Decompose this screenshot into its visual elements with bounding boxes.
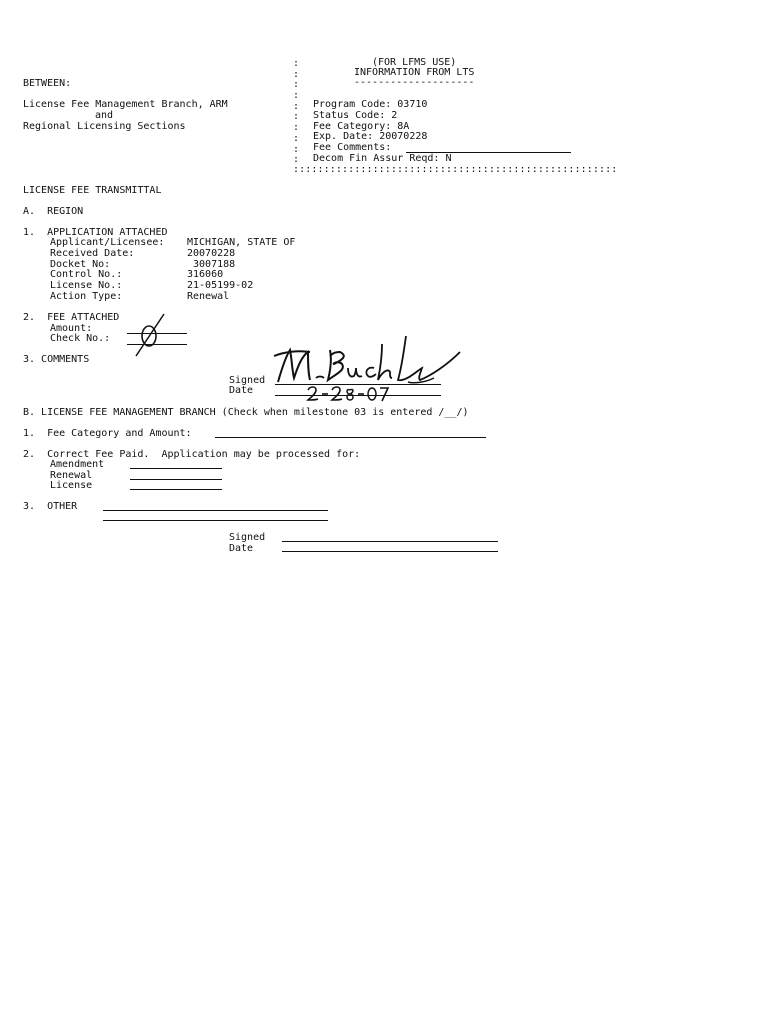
info-from-lts-label: INFORMATION FROM LTS [354, 67, 475, 78]
amount-label: Amount: [50, 323, 93, 334]
section-b-heading: B. LICENSE FEE MANAGEMENT BRANCH (Check when milestone 03 is entered /__/) [23, 407, 469, 418]
license-line [130, 489, 222, 490]
received-date-label: Received Date: [50, 248, 135, 259]
docket-label: Docket No: [50, 259, 111, 270]
fee-comments-label: Fee Comments: [313, 142, 392, 153]
program-code: Program Code: 03710 [313, 99, 428, 110]
received-date-value: 20070228 [187, 248, 236, 259]
action-type-value: Renewal [187, 291, 230, 302]
other-line-1 [103, 510, 328, 511]
other-line-2 [103, 520, 328, 521]
party-2: Regional Licensing Sections [23, 121, 186, 132]
signed-line-b [282, 541, 498, 542]
info-dashes: -------------------- [354, 77, 475, 88]
date-line-b [282, 551, 498, 552]
colon-separator-row: ::::::::::::::::::::::::::::::::::::::::::::::::::::: [293, 164, 618, 175]
party-1: License Fee Management Branch, ARM [23, 99, 228, 110]
applicant-value: MICHIGAN, STATE OF [187, 237, 296, 248]
control-value: 316060 [187, 269, 224, 280]
party-and: and [95, 110, 114, 121]
lfms-use-label: (FOR LFMS USE) [372, 57, 457, 68]
correct-fee-label: 2. Correct Fee Paid. Application may be processed for: [23, 449, 361, 460]
action-type-label: Action Type: [50, 291, 123, 302]
fee-category-amount-line [215, 437, 486, 438]
docket-value: 3007188 [187, 259, 236, 270]
fee-category: Fee Category: 8A [313, 121, 410, 132]
date-label-b: Date [229, 543, 254, 554]
application-attached-title: 1. APPLICATION ATTACHED [23, 227, 168, 238]
fee-attached-title: 2. FEE ATTACHED [23, 312, 120, 323]
decom-fin-assur: Decom Fin Assur Reqd: N [313, 153, 452, 164]
option-renewal: Renewal [50, 470, 93, 481]
vertical-colon-divider: : : : : : : : : : : [293, 58, 300, 166]
section-a-heading: A. REGION [23, 206, 84, 217]
transmittal-title: LICENSE FEE TRANSMITTAL [23, 185, 162, 196]
option-amendment: Amendment [50, 459, 105, 470]
signed-label-a: Signed [229, 375, 266, 386]
exp-date: Exp. Date: 20070228 [313, 131, 428, 142]
control-label: Control No.: [50, 269, 123, 280]
renewal-line [130, 479, 222, 480]
check-no-label: Check No.: [50, 333, 111, 344]
license-value: 21-05199-02 [187, 280, 254, 291]
between-label: BETWEEN: [23, 78, 72, 89]
handwritten-zero-mark [128, 312, 188, 357]
fee-category-amount-label: 1. Fee Category and Amount: [23, 428, 192, 439]
other-label: 3. OTHER [23, 501, 78, 512]
date-label-a: Date [229, 385, 254, 396]
comments-title: 3. COMMENTS [23, 354, 90, 365]
amendment-line [130, 468, 222, 469]
handwritten-date [306, 384, 390, 402]
option-license: License [50, 480, 93, 491]
applicant-label: Applicant/Licensee: [50, 237, 165, 248]
license-label: License No.: [50, 280, 123, 291]
status-code: Status Code: 2 [313, 110, 398, 121]
signed-label-b: Signed [229, 532, 266, 543]
